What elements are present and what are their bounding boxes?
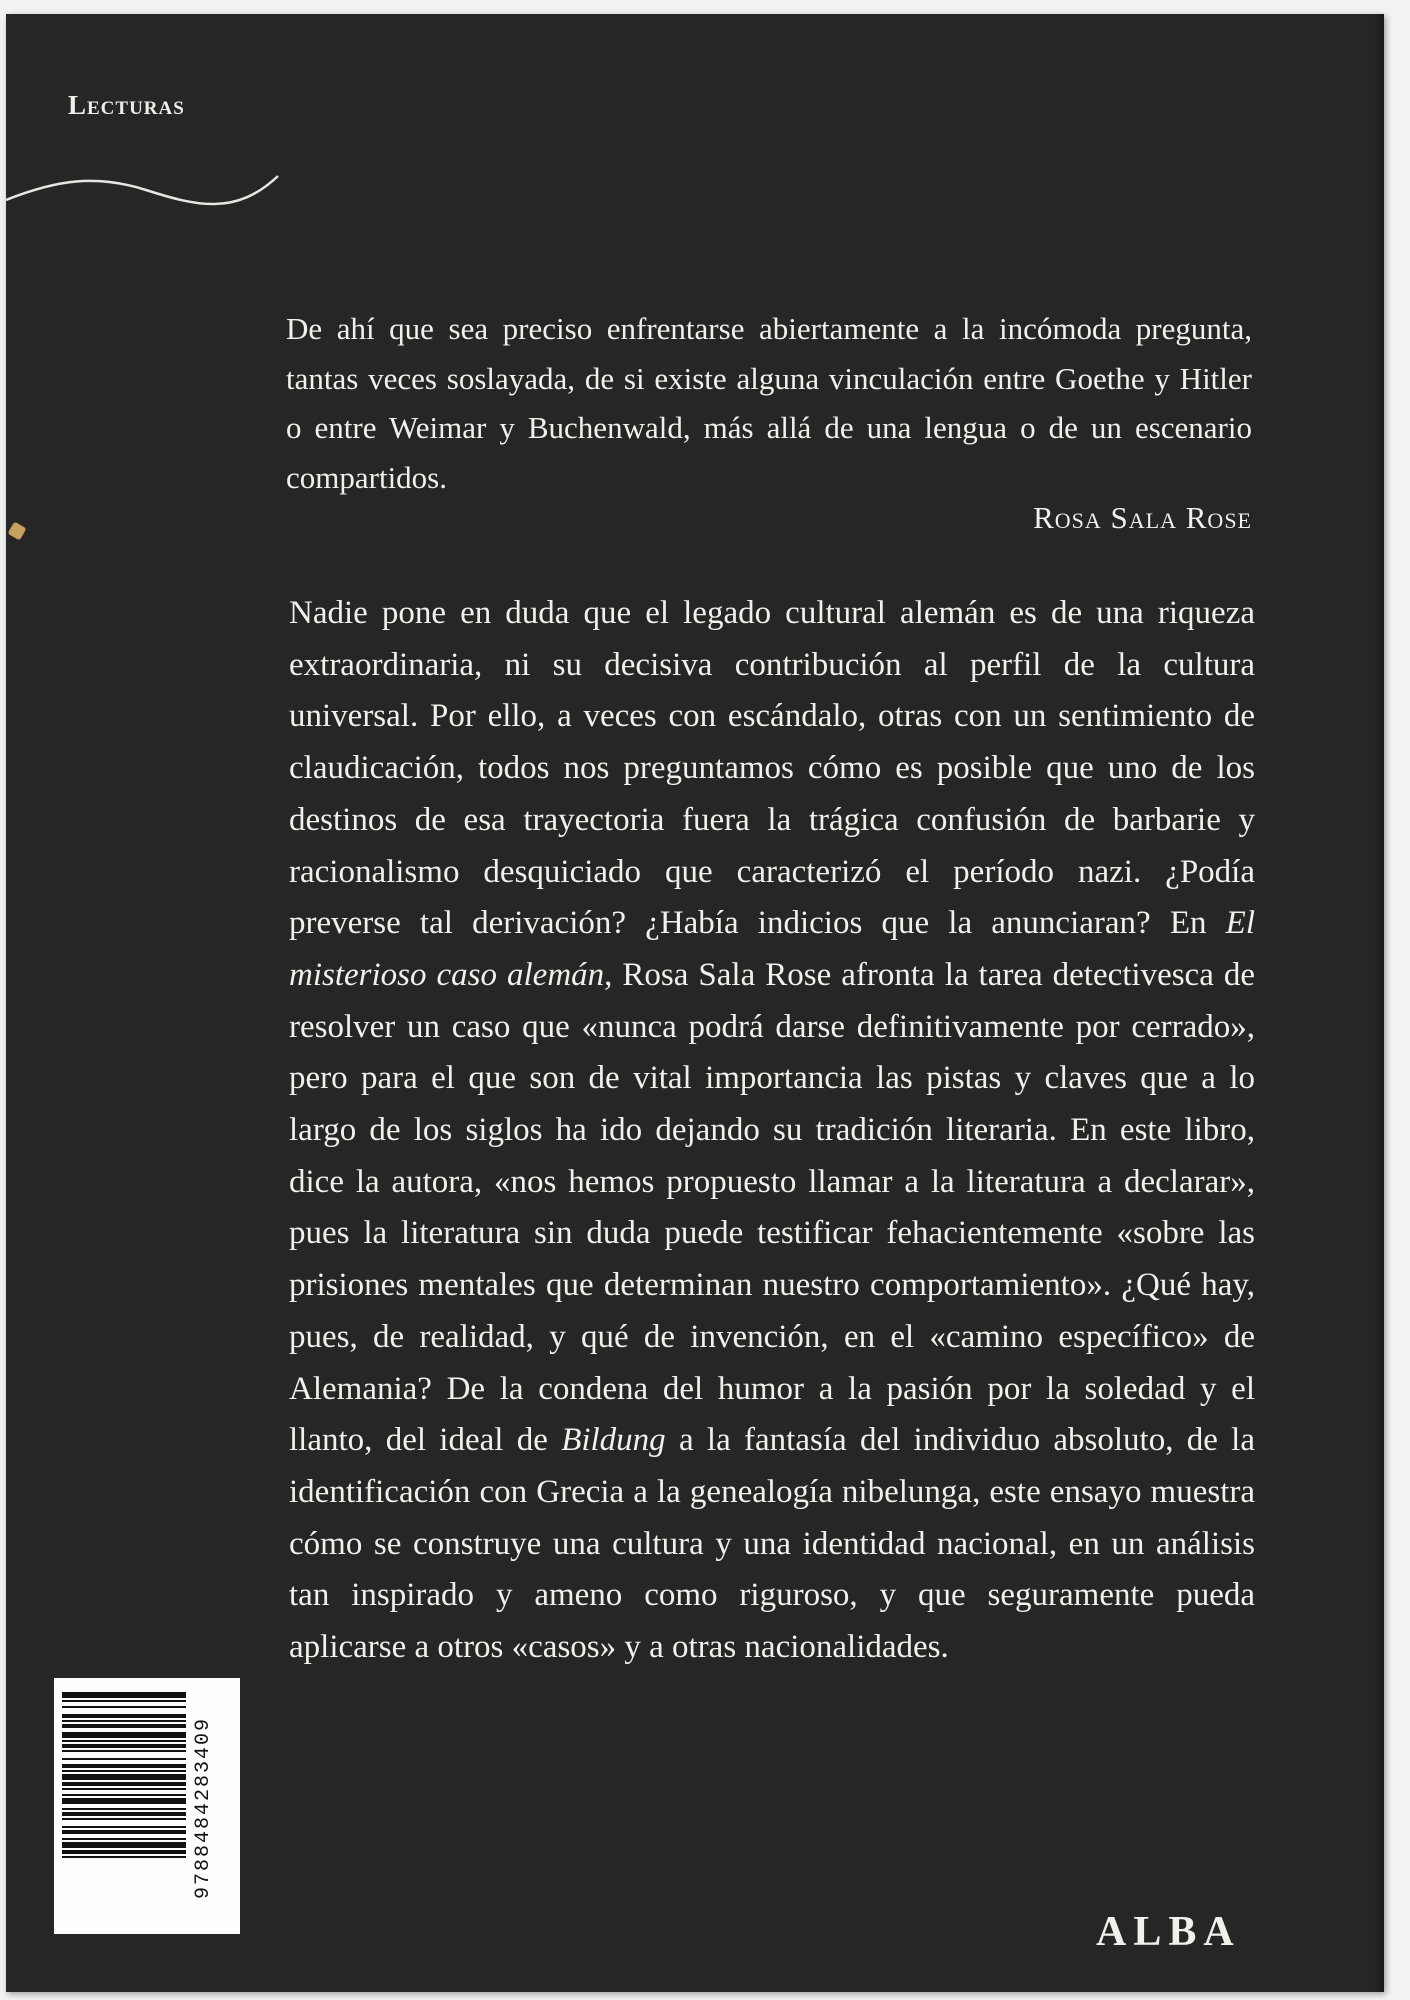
barcode-bar [62,1750,186,1752]
book-back-cover [6,14,1384,1992]
barcode-bar [62,1788,186,1790]
swoosh-decoration [6,164,296,224]
barcode-bar [62,1706,186,1708]
barcode-bar [62,1838,186,1840]
epigraph-quote [286,304,1252,502]
barcode-bar [62,1764,186,1768]
barcode-bar [62,1842,186,1848]
quote-author: Rosa Sala Rose [1033,500,1252,535]
cover-damage-mark [7,521,26,540]
barcode-bar [62,1720,186,1722]
barcode-bar [62,1744,186,1748]
barcode-bar [62,1812,186,1816]
quote-text: De ahí que sea preciso enfrentarse abiertamente a la incómoda pregunta, tantas veces soslayada, de si existe alguna vinculación entre Goethe y Hitler o entre Weimar y Buchenwald, más allá de una lengua o de un escenario compartidos. [286,311,1252,495]
barcode-bar [62,1818,186,1820]
barcode-bar [62,1808,186,1810]
blurb-part-2: , Rosa Sala Rose afronta la tarea detectivesca de resolver un caso que «nunca podrá darse definitivamente por cerrado», pero para el que son de vital importancia las pistas y claves que a lo largo de los siglos ha ido dejando su tradición literaria. En este libro, dice la autora, «nos hemos propuesto llamar a la literatura a declarar», pues la literatura sin duda puede testificar fehacientemente «sobre las prisiones mentales que determinan nuestro comportamiento». ¿Qué hay, pues, de realidad, y qué de invención, en el «camino específico» de Alemania? De la condena del humor a la pasión por la soledad y el llanto, del ideal de [289,956,1256,1459]
series-label: Lecturas [68,90,185,120]
barcode-bar [62,1732,186,1738]
barcode-bar [62,1714,186,1718]
barcode-bar [62,1740,186,1742]
barcode-bar [62,1830,186,1834]
barcode-bar [62,1850,186,1854]
barcode-bar [62,1798,186,1804]
blurb-paragraph [289,588,1255,1674]
barcode-bar [62,1758,186,1760]
barcode-bar [62,1782,186,1786]
barcode-bar [62,1692,186,1698]
barcode-bar [62,1770,186,1772]
book-title: El misterioso caso alemán [289,905,1255,993]
blurb-text [289,588,1255,1674]
blurb-part-1: Nadie pone en duda que el legado cultural alemán es de una riqueza extraordinaria, ni su decisiva contribución al perfil de la cultura universal. Por ello, a veces con escándalo, otras con un sentimiento de claudicación, todos nos preguntamos cómo es posible que uno de los destinos de esa trayectoria fuera la trágica confusión de barbarie y racionalismo desquiciado que caracterizó el período nazi. ¿Podía preverse tal derivación? ¿Había indicios que la anunciaran? En [289,595,1255,942]
barcode-bar [62,1724,186,1728]
barcode-bar [62,1826,186,1828]
isbn-number: 9788484283409 [192,1716,215,1900]
barcode-bar [62,1700,186,1702]
barcode [54,1678,240,1934]
barcode-bar [62,1794,186,1796]
barcode-bar [62,1774,186,1780]
barcode-bar [62,1856,186,1858]
publisher-logo: ALBA [1096,1909,1241,1955]
bildung-term: Bildung [561,1422,666,1459]
blurb-part-3: a la fantasía del individuo absoluto, de la identificación con Grecia a la genealogía nibelunga, este ensayo muestra cómo se construye una cultura y una identidad nacional, en un análisis tan inspirado y ameno como riguroso, y que seguramente pueda aplicarse a otros «casos» y a otras nacionalidades. [289,1422,1255,1666]
